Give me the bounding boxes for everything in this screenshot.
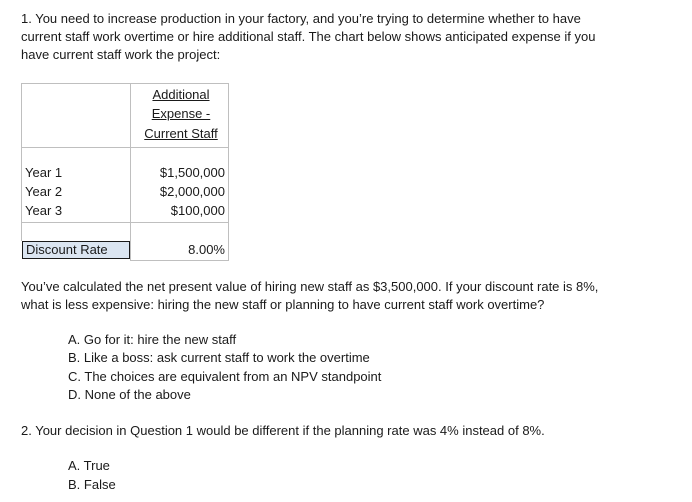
q2-option-a: A. True <box>68 458 110 473</box>
npv-line: You’ve calculated the net present value of hiring new staff as $3,500,000. If your discount rate is 8%, <box>21 279 599 294</box>
q1-option-d: D. None of the above <box>68 387 191 402</box>
q2-option-b: B. False <box>68 477 116 492</box>
table-row-value: $100,000 <box>170 203 225 218</box>
table-row-label: Year 1 <box>25 165 63 180</box>
q1-option-a: A. Go for it: hire the new staff <box>68 332 237 347</box>
table-row-label: Year 3 <box>25 203 63 218</box>
q1-option-c: C. The choices are equivalent from an NPV standpoint <box>68 369 382 384</box>
question-1-line: current staff work overtime or hire additional staff. The chart below shows anticipated expense if you <box>21 29 596 44</box>
table-gridline <box>21 147 229 148</box>
table-gridline <box>21 83 22 241</box>
table-gridline <box>130 260 229 261</box>
q1-option-b: B. Like a boss: ask current staff to work the overtime <box>68 350 370 365</box>
discount-rate-value: 8.00% <box>188 242 225 257</box>
table-header-line: Expense - <box>151 106 211 121</box>
table-row-value: $1,500,000 <box>159 165 225 180</box>
expense-table <box>21 83 229 261</box>
npv-line: what is less expensive: hiring the new staff or planning to have current staff work overtime? <box>21 297 545 312</box>
discount-rate-label: Discount Rate <box>22 241 130 259</box>
question-1-text <box>21 10 671 64</box>
question-1-line: 1. You need to increase production in your factory, and you’re trying to determine whether to have <box>21 11 581 26</box>
question-1-line: have current staff work the project: <box>21 47 221 62</box>
question-2-text: 2. Your decision in Question 1 would be different if the planning rate was 4% instead of 8%. <box>21 423 545 438</box>
table-header-line: Additional <box>152 87 210 102</box>
table-row-label: Year 2 <box>25 184 63 199</box>
table-header-line: Current Staff <box>144 126 218 141</box>
table-gridline <box>21 222 229 223</box>
npv-text <box>21 278 671 314</box>
table-row-value: $2,000,000 <box>159 184 225 199</box>
table-gridline <box>21 83 229 84</box>
